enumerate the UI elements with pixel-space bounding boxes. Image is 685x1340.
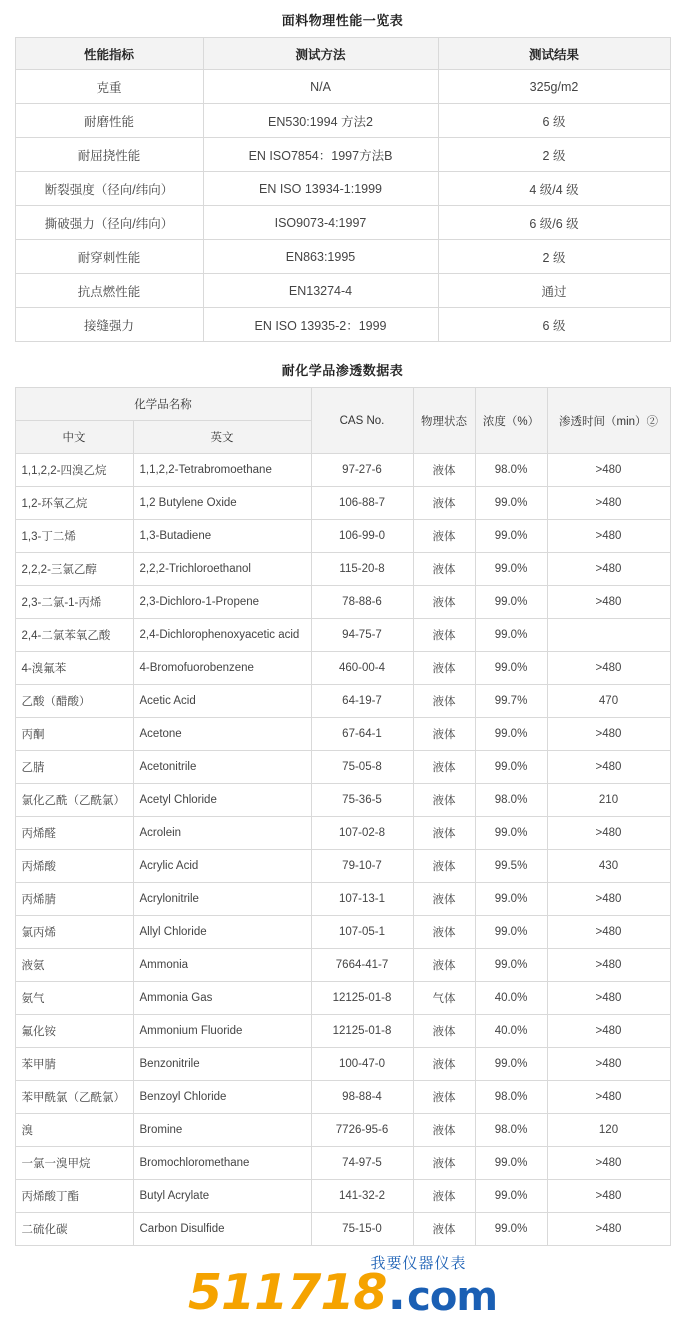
table1-cell: EN ISO 13934-1:1999 [203, 172, 438, 206]
table-row [15, 883, 670, 916]
concentration: 99.0% [475, 883, 547, 916]
table-row [15, 104, 670, 138]
chemical-name-en: Allyl Chloride [133, 916, 311, 949]
chemical-name-en: Acetic Acid [133, 685, 311, 718]
cas-number: 106-88-7 [311, 487, 413, 520]
physical-state: 液体 [413, 454, 475, 487]
cas-number: 107-13-1 [311, 883, 413, 916]
cas-number: 97-27-6 [311, 454, 413, 487]
logo-com: com [407, 1274, 498, 1320]
table-row [15, 206, 670, 240]
table-row [15, 1147, 670, 1180]
chemical-name-en: Benzonitrile [133, 1048, 311, 1081]
chemical-name-cn: 1,1,2,2-四溴乙烷 [15, 454, 133, 487]
chemical-name-cn: 液氨 [15, 949, 133, 982]
concentration: 99.0% [475, 1213, 547, 1246]
table-row [15, 487, 670, 520]
table1-cell: 通过 [438, 274, 670, 308]
chemical-name-cn: 1,3-丁二烯 [15, 520, 133, 553]
logo [187, 1255, 498, 1321]
table-row [15, 274, 670, 308]
table1-cell: 6 级 [438, 308, 670, 342]
table-row [15, 949, 670, 982]
chemical-name-en: Ammonia Gas [133, 982, 311, 1015]
chemical-name-cn: 苯甲腈 [15, 1048, 133, 1081]
concentration: 99.7% [475, 685, 547, 718]
physical-state: 液体 [413, 1213, 475, 1246]
cas-number: 75-05-8 [311, 751, 413, 784]
chemical-name-en: Acrolein [133, 817, 311, 850]
concentration: 99.0% [475, 1048, 547, 1081]
physical-state: 液体 [413, 487, 475, 520]
table-row [15, 1114, 670, 1147]
physical-state: 液体 [413, 751, 475, 784]
chemical-name-cn: 氯丙烯 [15, 916, 133, 949]
cas-number: 79-10-7 [311, 850, 413, 883]
chemical-name-en: Acetyl Chloride [133, 784, 311, 817]
permeation-time: >480 [547, 1015, 670, 1048]
table-row [15, 751, 670, 784]
table-row [15, 70, 670, 104]
physical-state: 液体 [413, 817, 475, 850]
table1-cell: 325g/m2 [438, 70, 670, 104]
chemical-name-en: Bromochloromethane [133, 1147, 311, 1180]
chemical-name-cn: 丙烯酸丁酯 [15, 1180, 133, 1213]
table1-cell: 撕破强力（径向/纬向） [15, 206, 203, 240]
table1-cell: 接缝强力 [15, 308, 203, 342]
permeation-time: >480 [547, 1180, 670, 1213]
table2-header-chemical-name: 化学品名称 [15, 388, 311, 421]
chemical-name-cn: 氯化乙酰（乙酰氯） [15, 784, 133, 817]
permeation-time: >480 [547, 553, 670, 586]
cas-number: 75-15-0 [311, 1213, 413, 1246]
table-row [15, 553, 670, 586]
cas-number: 141-32-2 [311, 1180, 413, 1213]
table-row [15, 817, 670, 850]
concentration: 98.0% [475, 784, 547, 817]
permeation-time: >480 [547, 817, 670, 850]
permeation-time: >480 [547, 1147, 670, 1180]
permeation-time: >480 [547, 1081, 670, 1114]
table1-header-cell: 测试结果 [438, 38, 670, 70]
chemical-name-cn: 氨气 [15, 982, 133, 1015]
concentration: 99.0% [475, 586, 547, 619]
cas-number: 460-00-4 [311, 652, 413, 685]
physical-state: 液体 [413, 1015, 475, 1048]
logo-dot: . [387, 1264, 407, 1321]
concentration: 99.5% [475, 850, 547, 883]
chemical-name-cn: 溴 [15, 1114, 133, 1147]
physical-state: 液体 [413, 586, 475, 619]
chemical-permeation-table [15, 387, 671, 1246]
table-row [15, 982, 670, 1015]
cas-number: 74-97-5 [311, 1147, 413, 1180]
table-row [15, 586, 670, 619]
chemical-name-cn: 乙酸（醋酸） [15, 685, 133, 718]
table2-header-concentration: 浓度（%） [475, 388, 547, 454]
concentration: 99.0% [475, 520, 547, 553]
table1-cell: 耐磨性能 [15, 104, 203, 138]
table2-title: 耐化学品渗透数据表 [281, 363, 404, 378]
table1-cell: EN863:1995 [203, 240, 438, 274]
table-row [15, 308, 670, 342]
logo-subtitle: 我要仪器仪表 [370, 1255, 467, 1272]
cas-number: 94-75-7 [311, 619, 413, 652]
concentration: 99.0% [475, 487, 547, 520]
cas-number: 115-20-8 [311, 553, 413, 586]
chemical-name-cn: 丙烯酸 [15, 850, 133, 883]
logo-number: 511718 [187, 1264, 387, 1321]
permeation-time: >480 [547, 718, 670, 751]
chemical-name-en: Butyl Acrylate [133, 1180, 311, 1213]
permeation-time: >480 [547, 520, 670, 553]
table1-header-cell: 性能指标 [15, 38, 203, 70]
physical-state: 液体 [413, 1114, 475, 1147]
table1-cell: EN ISO 13935-2：1999 [203, 308, 438, 342]
chemical-name-cn: 苯甲酰氯（乙酰氯） [15, 1081, 133, 1114]
chemical-name-cn: 丙烯腈 [15, 883, 133, 916]
physical-state: 液体 [413, 520, 475, 553]
chemical-name-cn: 1,2-环氧乙烷 [15, 487, 133, 520]
chemical-name-cn: 2,2,2-三氯乙醇 [15, 553, 133, 586]
physical-state: 气体 [413, 982, 475, 1015]
chemical-name-en: 1,2 Butylene Oxide [133, 487, 311, 520]
chemical-name-cn: 氟化铵 [15, 1015, 133, 1048]
table-row [15, 1213, 670, 1246]
table2-header-cas: CAS No. [311, 388, 413, 454]
concentration: 40.0% [475, 982, 547, 1015]
cas-number: 78-88-6 [311, 586, 413, 619]
table1-cell: 耐穿刺性能 [15, 240, 203, 274]
table-row [15, 138, 670, 172]
chemical-name-en: Carbon Disulfide [133, 1213, 311, 1246]
permeation-time: >480 [547, 916, 670, 949]
physical-state: 液体 [413, 718, 475, 751]
permeation-time: >480 [547, 487, 670, 520]
cas-number: 107-02-8 [311, 817, 413, 850]
chemical-name-en: Acetone [133, 718, 311, 751]
chemical-name-en: Ammonia [133, 949, 311, 982]
cas-number: 75-36-5 [311, 784, 413, 817]
table1-cell: 6 级 [438, 104, 670, 138]
chemical-name-cn: 2,4-二氯苯氧乙酸 [15, 619, 133, 652]
table2-header-state: 物理状态 [413, 388, 475, 454]
physical-state: 液体 [413, 784, 475, 817]
concentration: 99.0% [475, 751, 547, 784]
chemical-name-en: Acrylonitrile [133, 883, 311, 916]
concentration: 99.0% [475, 718, 547, 751]
chemical-name-cn: 丙酮 [15, 718, 133, 751]
permeation-time: >480 [547, 751, 670, 784]
chemical-name-cn: 乙腈 [15, 751, 133, 784]
table1-cell: N/A [203, 70, 438, 104]
chemical-name-en: Ammonium Fluoride [133, 1015, 311, 1048]
physical-state: 液体 [413, 553, 475, 586]
concentration: 98.0% [475, 1081, 547, 1114]
permeation-time: 430 [547, 850, 670, 883]
chemical-name-en: Bromine [133, 1114, 311, 1147]
physical-state: 液体 [413, 1147, 475, 1180]
permeation-time: >480 [547, 982, 670, 1015]
table1-header-cell: 测试方法 [203, 38, 438, 70]
permeation-time: >480 [547, 1213, 670, 1246]
chemical-name-en: 1,3-Butadiene [133, 520, 311, 553]
physical-state: 液体 [413, 619, 475, 652]
table-header-row [15, 38, 670, 70]
table-row [15, 240, 670, 274]
concentration: 99.0% [475, 817, 547, 850]
table2-header-english: 英文 [133, 421, 311, 454]
cas-number: 7726-95-6 [311, 1114, 413, 1147]
concentration: 40.0% [475, 1015, 547, 1048]
concentration: 99.0% [475, 619, 547, 652]
concentration: 98.0% [475, 454, 547, 487]
table1-cell: EN13274-4 [203, 274, 438, 308]
table1-cell: 2 级 [438, 138, 670, 172]
physical-state: 液体 [413, 652, 475, 685]
concentration: 98.0% [475, 1114, 547, 1147]
chemical-name-cn: 丙烯醛 [15, 817, 133, 850]
cas-number: 64-19-7 [311, 685, 413, 718]
physical-state: 液体 [413, 1048, 475, 1081]
concentration: 99.0% [475, 1147, 547, 1180]
permeation-time: >480 [547, 652, 670, 685]
table-row [15, 718, 670, 751]
table-row [15, 172, 670, 206]
table1-cell: 耐屈挠性能 [15, 138, 203, 172]
table2-header-time: 渗透时间（min）② [547, 388, 670, 454]
table-row [15, 685, 670, 718]
chemical-name-en: Benzoyl Chloride [133, 1081, 311, 1114]
table1-cell: EN530:1994 方法2 [203, 104, 438, 138]
permeation-time: 470 [547, 685, 670, 718]
site-watermark [0, 1255, 685, 1340]
chemical-name-en: 2,3-Dichloro-1-Propene [133, 586, 311, 619]
permeation-time: >480 [547, 454, 670, 487]
chemical-name-en: 2,4-Dichlorophenoxyacetic acid [133, 619, 311, 652]
cas-number: 7664-41-7 [311, 949, 413, 982]
cas-number: 107-05-1 [311, 916, 413, 949]
cas-number: 98-88-4 [311, 1081, 413, 1114]
table-row [15, 1081, 670, 1114]
chemical-name-cn: 二硫化碳 [15, 1213, 133, 1246]
table-header-row [15, 388, 670, 421]
table-row [15, 1048, 670, 1081]
table1-title: 面料物理性能一览表 [281, 13, 404, 28]
table1-cell: 4 级/4 级 [438, 172, 670, 206]
physical-state: 液体 [413, 685, 475, 718]
table-row [15, 619, 670, 652]
chemical-name-en: 4-Bromofuorobenzene [133, 652, 311, 685]
chemical-name-cn: 一氯一溴甲烷 [15, 1147, 133, 1180]
table-row [15, 520, 670, 553]
permeation-time: 120 [547, 1114, 670, 1147]
table1-cell: 断裂强度（径向/纬向） [15, 172, 203, 206]
table1-cell: 抗点燃性能 [15, 274, 203, 308]
table1-cell: ISO9073-4:1997 [203, 206, 438, 240]
table2-header-chinese: 中文 [15, 421, 133, 454]
concentration: 99.0% [475, 949, 547, 982]
table-row [15, 916, 670, 949]
fabric-properties-table [15, 37, 671, 342]
concentration: 99.0% [475, 916, 547, 949]
chemical-name-en: 2,2,2-Trichloroethanol [133, 553, 311, 586]
table-row [15, 652, 670, 685]
concentration: 99.0% [475, 652, 547, 685]
table-row [15, 1180, 670, 1213]
chemical-name-en: 1,1,2,2-Tetrabromoethane [133, 454, 311, 487]
chemical-name-en: Acetonitrile [133, 751, 311, 784]
table-row [15, 850, 670, 883]
table1-cell: 6 级/6 级 [438, 206, 670, 240]
concentration: 99.0% [475, 1180, 547, 1213]
table-row [15, 454, 670, 487]
physical-state: 液体 [413, 1180, 475, 1213]
permeation-time: 210 [547, 784, 670, 817]
table-row [15, 784, 670, 817]
physical-state: 液体 [413, 1081, 475, 1114]
physical-state: 液体 [413, 883, 475, 916]
cas-number: 100-47-0 [311, 1048, 413, 1081]
table1-cell: 克重 [15, 70, 203, 104]
physical-state: 液体 [413, 916, 475, 949]
concentration: 99.0% [475, 553, 547, 586]
table1-cell: EN ISO7854：1997方法B [203, 138, 438, 172]
chemical-name-en: Acrylic Acid [133, 850, 311, 883]
cas-number: 106-99-0 [311, 520, 413, 553]
permeation-time: >480 [547, 586, 670, 619]
permeation-time [547, 619, 670, 652]
cas-number: 67-64-1 [311, 718, 413, 751]
chemical-name-cn: 2,3-二氯-1-丙烯 [15, 586, 133, 619]
chemical-name-cn: 4-溴氟苯 [15, 652, 133, 685]
table-row [15, 1015, 670, 1048]
permeation-time: >480 [547, 883, 670, 916]
physical-state: 液体 [413, 850, 475, 883]
permeation-time: >480 [547, 1048, 670, 1081]
cas-number: 12125-01-8 [311, 1015, 413, 1048]
table1-cell: 2 级 [438, 240, 670, 274]
permeation-time: >480 [547, 949, 670, 982]
physical-state: 液体 [413, 949, 475, 982]
cas-number: 12125-01-8 [311, 982, 413, 1015]
